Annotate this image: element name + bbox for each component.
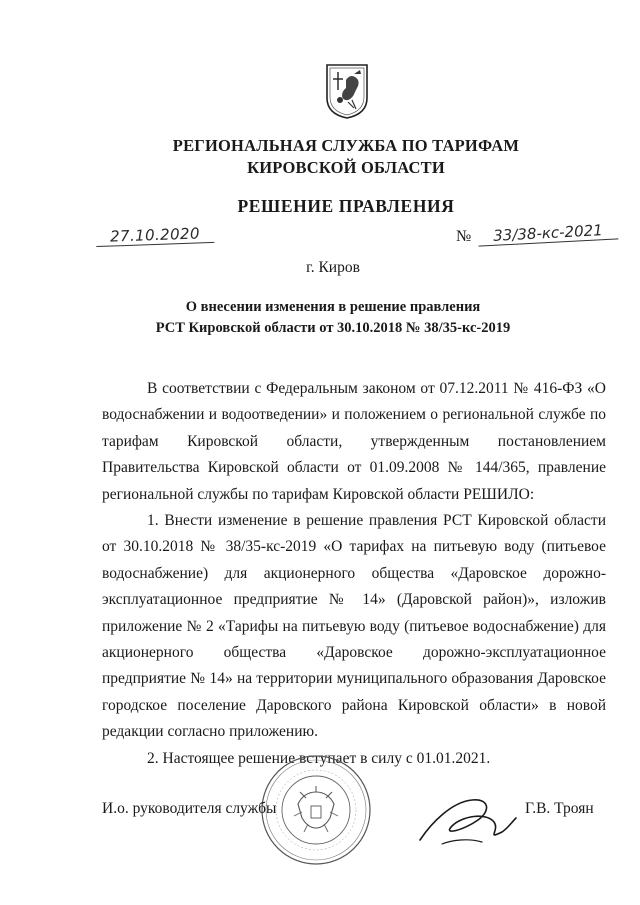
- document-body: [102, 376, 606, 772]
- organization-name-line1: РЕГИОНАЛЬНАЯ СЛУЖБА ПО ТАРИФАМ: [172, 136, 520, 155]
- signatory-position: И.о. руководителя службы: [102, 800, 277, 817]
- clause-1-paragraph: 1. Внести изменение в решение правления РСТ Кировской области от 30.10.2018 № 38/35-кс-2019 «О тарифах на питьевую воду (питьевое водоснабжение) для акционерного общества «Даровское дорожно-эксплуатационное предприятие № 14» (Даровской район)», изложив приложение № 2 «Тарифы на питьевую воду (питьевое водоснабжение) для акционерного общества «Даровское дорожно-эксплуатационное предприятие № 14» на территории муниципального образования Даровское городское поселение Даровского района Кировской области» в новой редакции согласно приложению.: [102, 512, 606, 741]
- subject-line2: РСТ Кировской области от 30.10.2018 № 38/35-кс-2019: [155, 320, 511, 336]
- document-title: РЕШЕНИЕ ПРАВЛЕНИЯ: [237, 196, 455, 216]
- decision-number: 33/38-кс-2021: [478, 220, 619, 246]
- decision-date: 27.10.2020: [96, 224, 215, 247]
- coat-of-arms-icon: [324, 62, 370, 120]
- organization-name-line2: КИРОВСКОЙ ОБЛАСТИ: [247, 158, 445, 177]
- clause-2-paragraph: 2. Настоящее решение вступает в силу с 01.01.2021.: [147, 749, 491, 767]
- subject-line1: О внесении изменения в решение правления: [185, 299, 481, 315]
- handwritten-signature-icon: [412, 782, 520, 856]
- city: г. Киров: [306, 259, 360, 276]
- number-label: №: [456, 228, 472, 245]
- preamble-paragraph: В соответствии с Федеральным законом от 07.12.2011 № 416-ФЗ «О водоснабжении и водоотведении» и положением о региональной службе по тарифам Кировской области, утвержденным постановлением Правительства Кировской области от 01.09.2008 № 144/365, правление региональной службы по тарифам Кировской области РЕШИЛО:: [102, 380, 606, 503]
- signatory-name: Г.В. Троян: [525, 800, 594, 817]
